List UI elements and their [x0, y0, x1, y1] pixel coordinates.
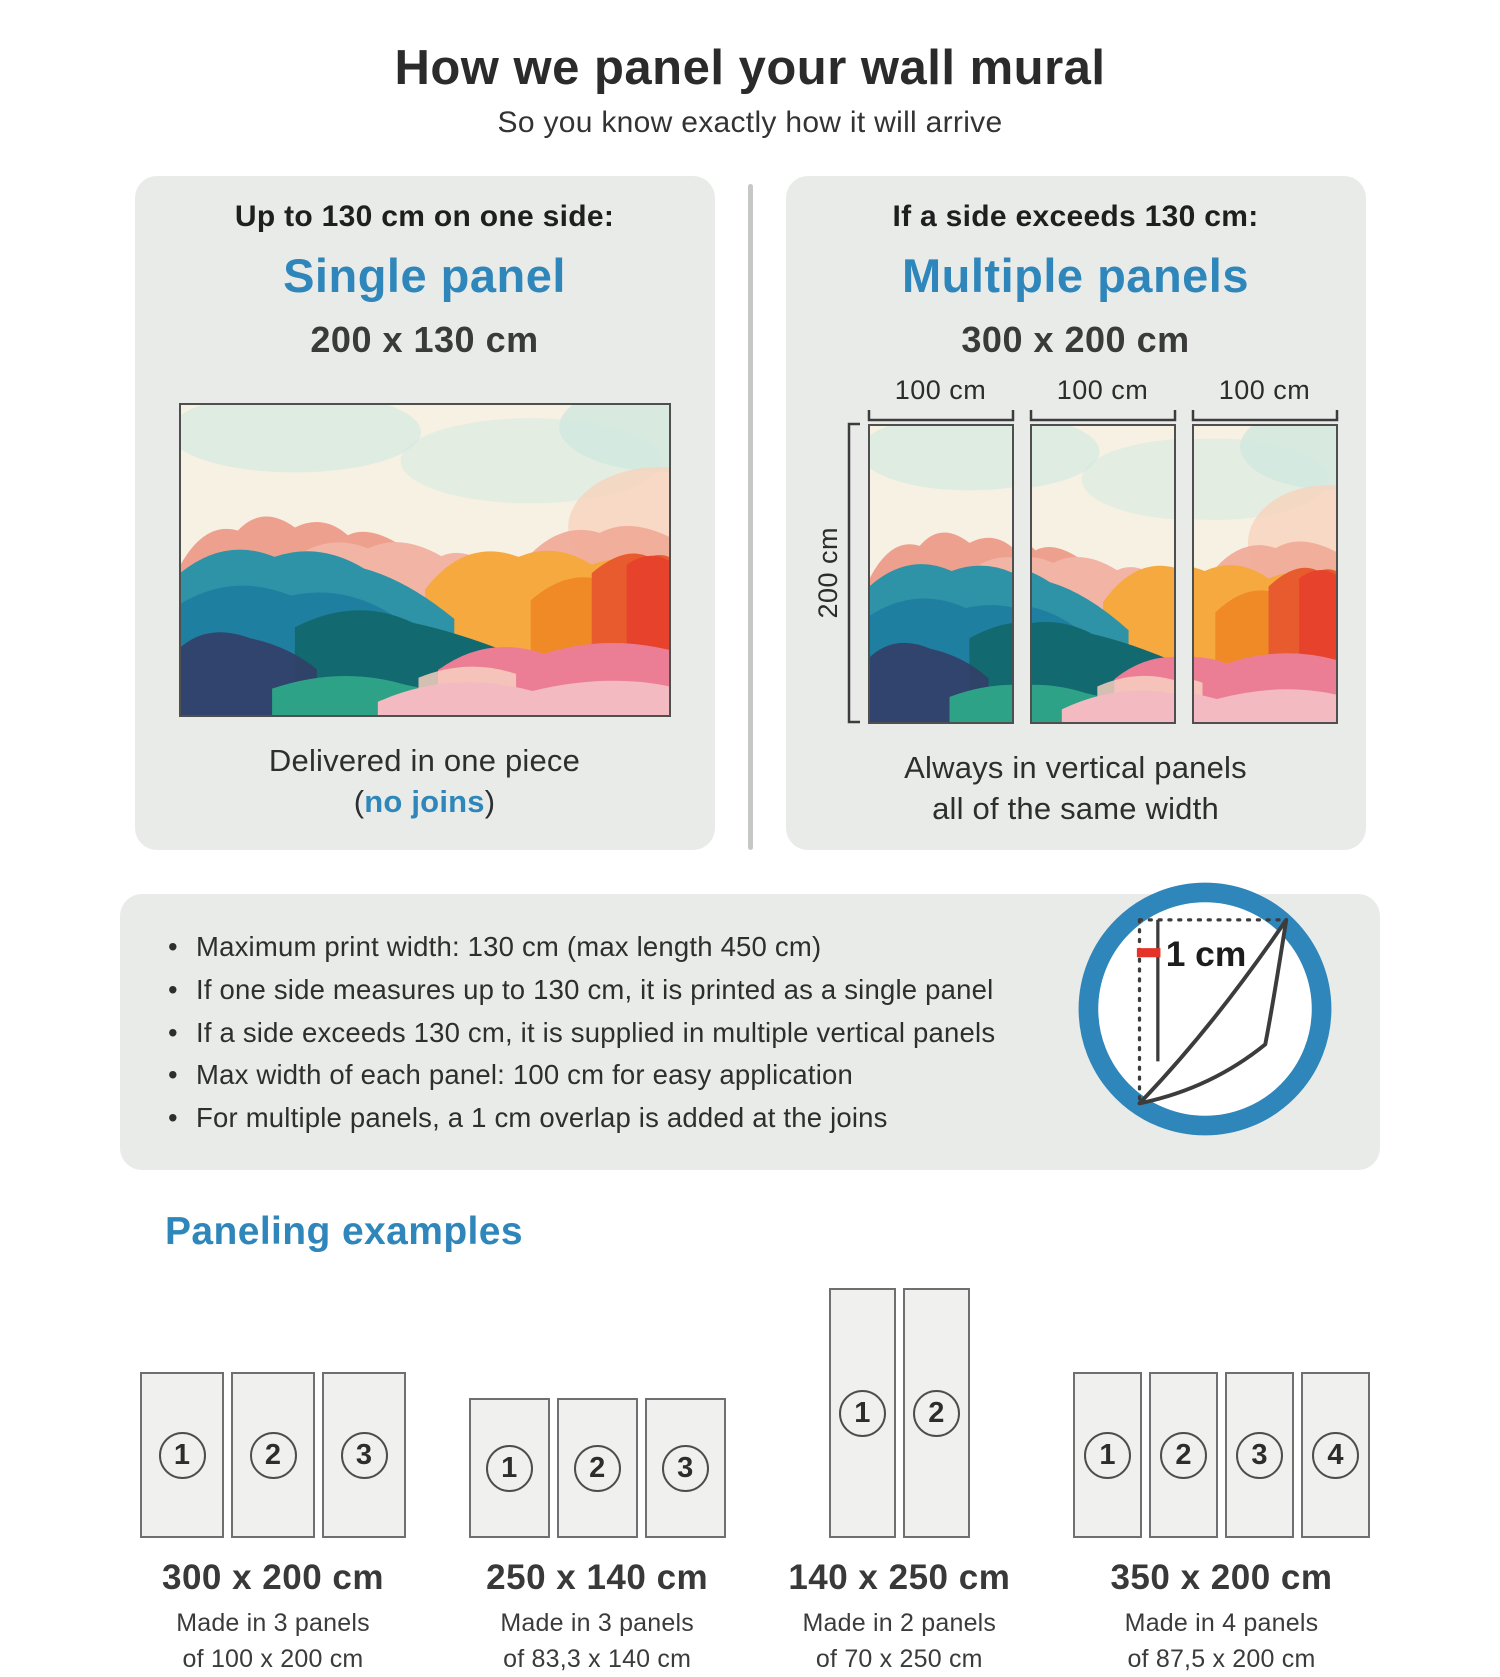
example-line2: of 83,3 x 140 cm	[503, 1644, 692, 1673]
example-350x200	[1073, 1372, 1370, 1677]
multiple-panels-box	[786, 176, 1366, 850]
example-panels	[1073, 1372, 1370, 1538]
panel-number-badge: 2	[1160, 1432, 1207, 1479]
panel-tile	[140, 1372, 224, 1538]
mural-artwork-panel-1	[868, 424, 1014, 724]
bullet-item: • Maximum print width: 130 cm (max length 450 cm)	[162, 926, 1050, 969]
no-joins-emphasis: no joins	[364, 783, 485, 819]
example-panels	[140, 1372, 406, 1538]
page-title: How we panel your wall mural	[394, 41, 1106, 95]
info-bullet-list	[162, 926, 1050, 1140]
multi-caption-line1: Always in vertical panels	[904, 750, 1247, 785]
example-description	[1125, 1606, 1319, 1677]
height-measure	[813, 422, 861, 724]
panel-number-badge: 1	[486, 1445, 533, 1492]
panel-tile	[645, 1398, 726, 1538]
panel-number-badge: 2	[574, 1445, 621, 1492]
example-line1: Made in 4 panels	[1124, 1609, 1319, 1638]
mural-panel-column	[867, 375, 1015, 724]
page-subtitle: So you know exactly how it will arrive	[497, 106, 1003, 139]
height-measure-label: 200 cm	[812, 527, 843, 619]
bullet-item: • For multiple panels, a 1 cm overlap is added at the joins	[162, 1097, 1050, 1140]
multi-caption-line2: all of the same width	[932, 790, 1219, 826]
single-panel-box	[135, 176, 715, 850]
multiple-panels-caption	[806, 748, 1346, 830]
single-panel-size: 200 x 130 cm	[310, 319, 539, 360]
multiple-panels-title: Multiple panels	[902, 249, 1249, 302]
width-measure-label: 100 cm	[894, 375, 987, 405]
example-line2: of 87,5 x 200 cm	[1127, 1644, 1316, 1673]
info-band	[120, 894, 1380, 1170]
example-size: 300 x 200 cm	[161, 1558, 384, 1598]
width-bracket	[867, 409, 1015, 422]
vertical-divider	[748, 184, 753, 850]
example-panels	[469, 1398, 726, 1538]
paren-close: )	[484, 783, 496, 819]
panel-tile	[322, 1372, 406, 1538]
page-curl-overlap-icon	[1074, 878, 1336, 1140]
width-measure-label: 100 cm	[1056, 375, 1149, 405]
panel-number-badge: 2	[250, 1432, 297, 1479]
panel-tile	[1149, 1372, 1218, 1538]
bullet-item: • Max width of each panel: 100 cm for easy application	[162, 1054, 1050, 1097]
examples-heading: Paneling examples	[165, 1210, 523, 1254]
example-size: 140 x 250 cm	[788, 1558, 1011, 1598]
panel-tile	[231, 1372, 315, 1538]
panel-number-badge: 1	[839, 1390, 886, 1437]
width-measure-label: 100 cm	[1218, 375, 1311, 405]
mural-panel-column	[1029, 375, 1177, 724]
example-line1: Made in 3 panels	[500, 1609, 694, 1638]
example-description	[500, 1606, 694, 1677]
bullet-item: • If one side measures up to 130 cm, it is printed as a single panel	[162, 969, 1050, 1012]
panel-number-badge: 3	[662, 1445, 709, 1492]
panel-number-badge: 1	[1084, 1432, 1131, 1479]
example-description	[176, 1606, 370, 1677]
mural-artwork	[181, 405, 669, 715]
example-line1: Made in 3 panels	[176, 1609, 370, 1638]
overlap-badge	[1074, 878, 1336, 1140]
example-300x200	[140, 1372, 406, 1677]
example-250x140	[469, 1398, 726, 1677]
single-panel-condition: Up to 130 cm on one side:	[234, 200, 615, 233]
panel-tile	[903, 1288, 970, 1538]
example-line1: Made in 2 panels	[802, 1609, 997, 1638]
mural-panel-columns	[867, 375, 1339, 724]
panel-number-badge: 3	[341, 1432, 388, 1479]
overlap-measure-label: 1 cm	[1165, 934, 1247, 974]
example-description	[803, 1606, 997, 1677]
single-panel-caption	[155, 741, 695, 823]
panel-number-badge: 3	[1236, 1432, 1283, 1479]
mural-panel-column	[1191, 375, 1339, 724]
multiple-panels-size: 300 x 200 cm	[961, 319, 1190, 360]
option-boxes-row	[0, 176, 1500, 850]
single-panel-title: Single panel	[283, 249, 566, 302]
single-mural-image	[179, 403, 671, 717]
panel-tile	[829, 1288, 896, 1538]
panel-tile	[1301, 1372, 1370, 1538]
panel-number-badge: 1	[159, 1432, 206, 1479]
panel-tile	[1073, 1372, 1142, 1538]
paren-open: (	[353, 783, 365, 819]
multi-mural-diagram	[806, 375, 1346, 724]
bullet-item: • If a side exceeds 130 cm, it is supplied in multiple vertical panels	[162, 1012, 1050, 1055]
example-line2: of 70 x 250 cm	[815, 1644, 983, 1673]
example-140x250	[788, 1288, 1010, 1677]
single-caption-line1: Delivered in one piece	[268, 743, 581, 778]
example-panels	[829, 1288, 970, 1538]
examples-row	[140, 1288, 1370, 1677]
example-size: 250 x 140 cm	[486, 1558, 709, 1598]
header	[0, 0, 1500, 140]
panel-number-badge: 4	[1312, 1432, 1359, 1479]
panel-tile	[557, 1398, 638, 1538]
example-line2: of 100 x 200 cm	[182, 1644, 364, 1673]
panel-number-badge: 2	[913, 1390, 960, 1437]
panel-tile	[1225, 1372, 1294, 1538]
panel-tile	[469, 1398, 550, 1538]
height-bracket	[846, 422, 861, 724]
mural-artwork-panel-2	[1030, 424, 1176, 724]
width-bracket	[1191, 409, 1339, 422]
multiple-panels-condition: If a side exceeds 130 cm:	[892, 200, 1259, 233]
example-size: 350 x 200 cm	[1110, 1558, 1333, 1598]
width-bracket	[1029, 409, 1177, 422]
mural-artwork-panel-3	[1192, 424, 1338, 724]
